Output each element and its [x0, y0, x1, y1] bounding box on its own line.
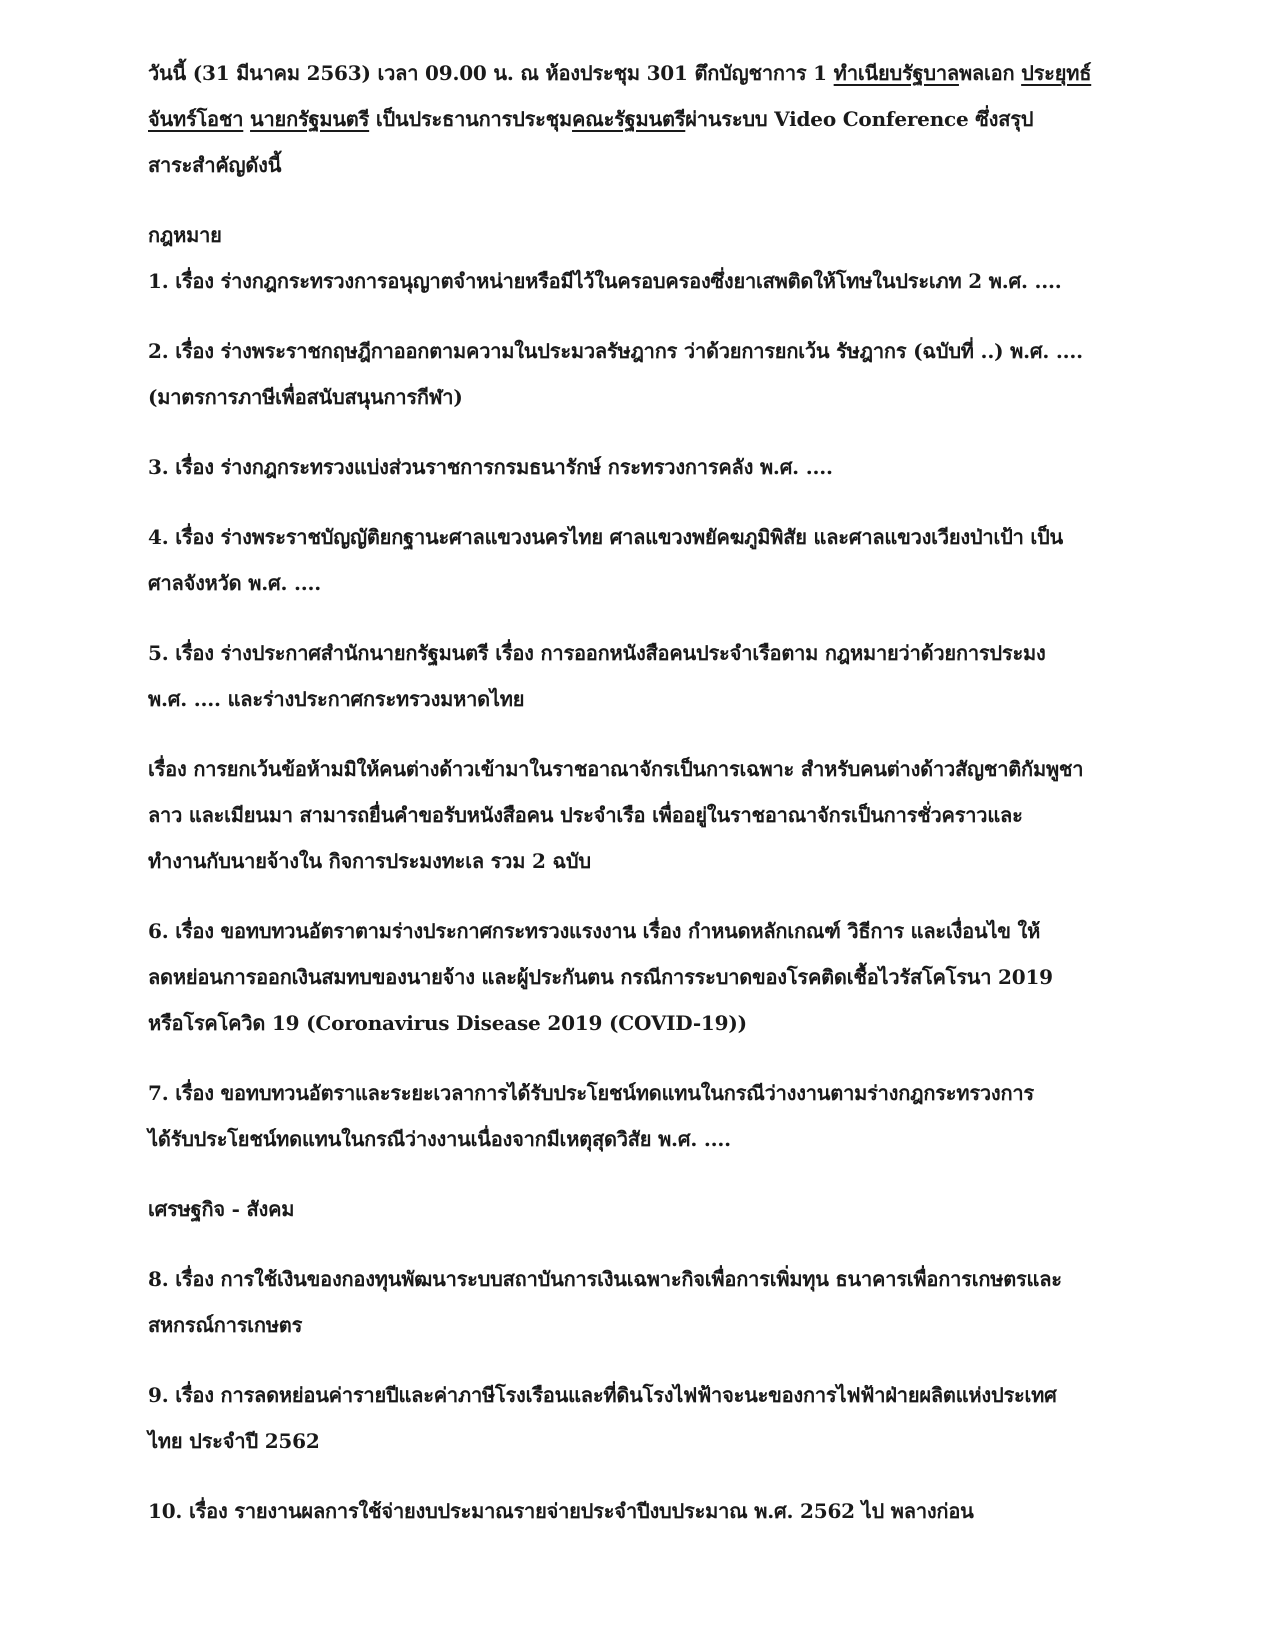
agenda-item-6-line-2: ลดหย่อนการออกเงินสมทบของนายจ้าง และผู้ประกันตน กรณีการระบาดของโรคติดเชื้อไวรัสโคโรนา 2019 — [148, 965, 1053, 989]
link-prayut-first-name[interactable]: ประยุทธ์ — [1021, 61, 1092, 85]
intro-text-5: ผ่านระบบ Video Conference ซึ่งสรุป — [685, 107, 1034, 131]
intro-line-1 — [148, 50, 1128, 96]
agenda-item-7 — [148, 1070, 1128, 1162]
agenda-item-6-line-3: หรือโรคโควิด 19 (Coronavirus Disease 2019 (COVID-19)) — [148, 1011, 747, 1035]
section-heading-economy-society: เศรษฐกิจ - สังคม — [148, 1197, 295, 1221]
agenda-item-7-line-2: ได้รับประโยชน์ทดแทนในกรณีว่างงานเนื่องจากมีเหตุสุดวิสัย พ.ศ. .... — [148, 1127, 731, 1151]
agenda-item-5-line-2: พ.ศ. .... และร่างประกาศกระทรวงมหาดไทย — [148, 687, 525, 711]
agenda-item-8-line-2: สหกรณ์การเกษตร — [148, 1313, 303, 1337]
agenda-item-4-line-2: ศาลจังหวัด พ.ศ. .... — [148, 571, 322, 595]
intro-text-1: วันนี้ (31 มีนาคม 2563) เวลา 09.00 น. ณ ห้องประชุม 301 ตึกบัญชาการ 1 — [148, 61, 834, 85]
agenda-item-6-line-1: 6. เรื่อง ขอทบทวนอัตราตามร่างประกาศกระทรวงแรงงาน เรื่อง กำหนดหลักเกณฑ์ วิธีการ และเงื่อนไข ให้ — [148, 919, 1041, 943]
intro-text-4: เป็นประธานการประชุม — [369, 107, 573, 131]
agenda-item-9-line-2: ไทย ประจำปี 2562 — [148, 1429, 320, 1453]
agenda-item-8 — [148, 1256, 1128, 1348]
agenda-item-2-line-2: (มาตรการภาษีเพื่อสนับสนุนการกีฬา) — [148, 385, 463, 409]
agenda-item-2-line-1: 2. เรื่อง ร่างพระราชกฤษฎีกาออกตามความในประมวลรัษฎากร ว่าด้วยการยกเว้น รัษฎากร (ฉบับที่ ..) พ.ศ. .... — [148, 339, 1083, 363]
intro-paragraph — [148, 50, 1128, 188]
agenda-item-6 — [148, 908, 1128, 1046]
agenda-item-5-subject-line-1: เรื่อง การยกเว้นข้อห้ามมิให้คนต่างด้าวเข้ามาในราชอาณาจักรเป็นการเฉพาะ สำหรับคนต่างด้าวสัญชาติกัมพูชา — [148, 757, 1084, 781]
intro-line-2 — [148, 96, 1128, 142]
intro-line-3: สาระสำคัญดังนี้ — [148, 153, 282, 177]
agenda-item-8-line-1: 8. เรื่อง การใช้เงินของกองทุนพัฒนาระบบสถาบันการเงินเฉพาะกิจเพื่อการเพิ่มทุน ธนาคารเพื่อการเกษตรและ — [148, 1267, 1062, 1291]
link-cabinet[interactable]: คณะรัฐมนตรี — [572, 107, 686, 131]
agenda-item-5-subject — [148, 746, 1128, 884]
agenda-item-4-line-1: 4. เรื่อง ร่างพระราชบัญญัติยกฐานะศาลแขวงนครไทย ศาลแขวงพยัคฆภูมิพิสัย และศาลแขวงเวียงป่าเป้า เป็น — [148, 525, 1063, 549]
agenda-item-3: 3. เรื่อง ร่างกฎกระทรวงแบ่งส่วนราชการกรมธนารักษ์ กระทรวงการคลัง พ.ศ. .... — [148, 455, 833, 479]
agenda-item-5-subject-line-2: ลาว และเมียนมา สามารถยื่นคำขอรับหนังสือคน ประจำเรือ เพื่ออยู่ในราชอาณาจักรเป็นการชั่วคราวและ — [148, 803, 1023, 827]
agenda-item-5-line-1: 5. เรื่อง ร่างประกาศสำนักนายกรัฐมนตรี เรื่อง การออกหนังสือคนประจำเรือตาม กฎหมายว่าด้วยการประมง — [148, 641, 1046, 665]
link-prime-minister[interactable]: นายกรัฐมนตรี — [250, 107, 370, 131]
agenda-item-1: 1. เรื่อง ร่างกฎกระทรวงการอนุญาตจำหน่ายหรือมีไว้ในครอบครองซึ่งยาเสพติดให้โทษในประเภท 2 พ.ศ. .... — [148, 269, 1062, 293]
agenda-item-4 — [148, 514, 1128, 606]
agenda-item-10: 10. เรื่อง รายงานผลการใช้จ่ายงบประมาณรายจ่ายประจำปีงบประมาณ พ.ศ. 2562 ไป พลางก่อน — [148, 1499, 974, 1523]
agenda-item-2 — [148, 328, 1128, 420]
section-heading-law: กฎหมาย — [148, 223, 222, 247]
agenda-item-5 — [148, 630, 1128, 722]
intro-text-2: พลเอก — [958, 61, 1022, 85]
agenda-item-9 — [148, 1372, 1128, 1464]
agenda-item-7-line-1: 7. เรื่อง ขอทบทวนอัตราและระยะเวลาการได้รับประโยชน์ทดแทนในกรณีว่างงานตามร่างกฎกระทรวงการ — [148, 1081, 1034, 1105]
link-prayut-surname[interactable]: จันทร์โอชา — [148, 107, 244, 131]
link-government-house[interactable]: ทำเนียบรัฐบาล — [833, 61, 959, 85]
agenda-item-9-line-1: 9. เรื่อง การลดหย่อนค่ารายปีและค่าภาษีโรงเรือนและที่ดินโรงไฟฟ้าจะนะของการไฟฟ้าฝ่ายผลิตแห่งประเทศ — [148, 1383, 1057, 1407]
agenda-item-5-subject-line-3: ทำงานกับนายจ้างใน กิจการประมงทะเล รวม 2 ฉบับ — [148, 849, 591, 873]
document-page — [148, 50, 1128, 1534]
